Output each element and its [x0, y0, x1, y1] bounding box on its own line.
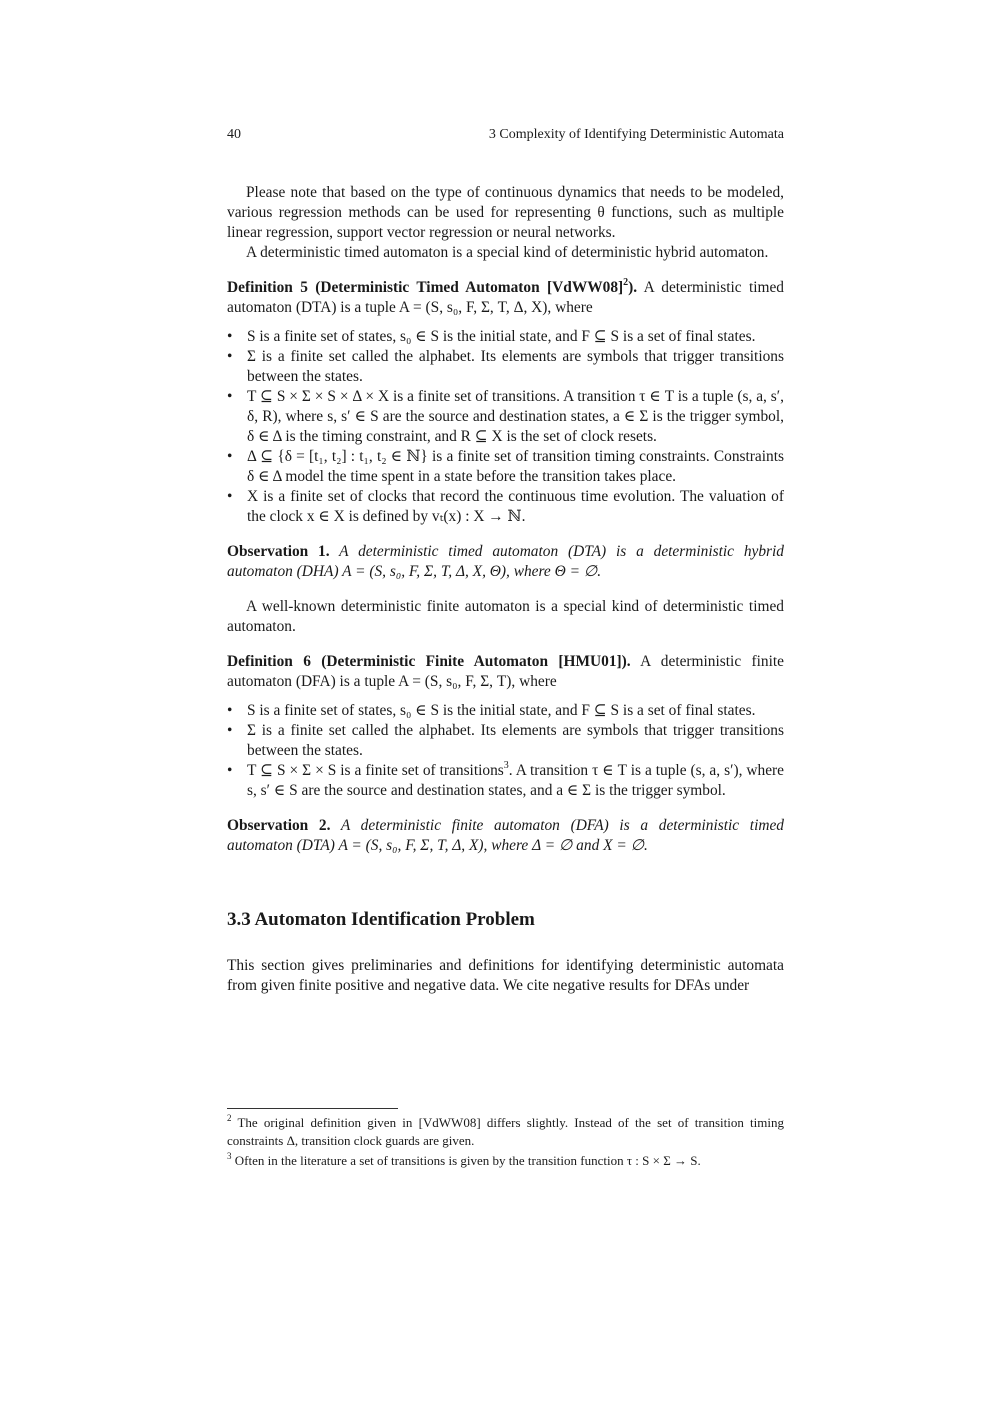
definition-5-title: Definition 5 (Deterministic Timed Automaton [VdWW08]$^2$). — [227, 276, 638, 296]
body-text — [227, 183, 784, 996]
observation-2-title: Observation 2. — [227, 817, 331, 834]
observation-1 — [227, 542, 784, 582]
list-item: • Σ is a finite set called the alphabet. Its elements are symbols that trigger transitions between the states. — [227, 721, 784, 761]
definition-6-list — [227, 701, 784, 801]
section-heading: 3.3 Automaton Identification Problem — [227, 909, 535, 930]
list-item: • S is a finite set of states, s₀ ∈ S is the initial state, and F ⊆ S is a set of final states. — [227, 327, 784, 347]
definition-6 — [227, 652, 784, 801]
paragraph-regression: Please note that based on the type of continuous dynamics that needs to be modeled, various regression methods can be used for representing θ functions, such as multiple linear regression, support vector regression or neural networks. — [227, 184, 784, 241]
observation-1-text: A deterministic timed automaton (DTA) is a deterministic hybrid automaton (DHA) A = (S, s₀, F, Σ, T, Δ, X, Θ), where Θ = ∅. — [227, 543, 785, 580]
list-item: • Σ is a finite set called the alphabet. Its elements are symbols that trigger transitions between the states. — [227, 347, 784, 387]
page-number: 40 — [227, 127, 241, 142]
list-item: • Δ ⊆ {δ = [t₁, t₂] : t₁, t₂ ∈ ℕ} is a finite set of transition timing constraints. Constraints δ ∈ Δ model the time spent in a state before the transition takes place. — [227, 447, 784, 487]
definition-5-statement — [227, 278, 784, 318]
observation-2 — [227, 816, 784, 856]
definition-6-title: Definition 6 (Deterministic Finite Automaton [HMU01]). — [227, 653, 631, 670]
footnote-ref-2: 2 — [623, 276, 629, 288]
definition-6-intro: A deterministic finite automaton (DFA) is a tuple A = (S, s₀, F, Σ, T), where — [227, 653, 784, 690]
observation-2-text: A deterministic finite automaton (DFA) is a deterministic timed automaton (DTA) A = (S, s₀, F, Σ, T, Δ, X), where Δ = ∅ and X = ∅. — [227, 817, 784, 854]
definition-6-statement — [227, 652, 784, 692]
list-item: • X is a finite set of clocks that record the continuous time evolution. The valuation of the clock x ∈ X is defined by vₜ(x) : X → ℕ. — [227, 487, 784, 527]
section-paragraph: This section gives preliminaries and definitions for identifying deterministic automata from given finite positive and negative data. We cite negative results for DFAs under — [227, 957, 784, 994]
footnote-3: $^3$ Often in the literature a set of transitions is given by the transition function τ : S × Σ → S. — [227, 1150, 701, 1168]
observation-1-title: Observation 1. — [227, 543, 330, 560]
list-item: • S is a finite set of states, s₀ ∈ S is the initial state, and F ⊆ S is a set of final states. — [227, 701, 784, 721]
running-title: 3 Complexity of Identifying Deterministic Automata — [488, 127, 784, 142]
footnote-2: $^2$ The original definition given in [VdWW08] differs slightly. Instead of the set of transition timing constraints Δ, transition clock guards are given. — [227, 1112, 784, 1148]
paragraph-dfa-intro: A well-known deterministic finite automaton is a special kind of deterministic timed automaton. — [227, 598, 784, 635]
footnote-rule — [227, 1108, 398, 1109]
definition-5 — [227, 278, 784, 527]
definition-5-intro: A deterministic timed automaton (DTA) is a tuple A = (S, s₀, F, Σ, T, Δ, X), where — [227, 279, 784, 316]
paragraph-dta-intro: A deterministic timed automaton is a special kind of deterministic hybrid automaton. — [246, 244, 769, 261]
list-item: • T ⊆ S × Σ × S × Δ × X is a finite set of transitions. A transition τ ∈ T is a tuple (s, a, s′, δ, R), where s, s′ ∈ S are the source and destination states, a ∈ Σ is the trigger symbol, δ ∈ Δ is the timing constraint, and R ⊆ X is the set of clock resets. — [227, 387, 784, 447]
footnotes — [227, 1114, 784, 1173]
running-header — [227, 127, 784, 147]
list-item: • T ⊆ S × Σ × S is a finite set of transitions$^3$. A transition τ ∈ T is a tuple (s, a, s′), where s, s′ ∈ S are the source and destination states, and a ∈ Σ is the trigger symbol. — [227, 761, 784, 801]
definition-5-list — [227, 327, 784, 527]
footnote-ref-3: 3 — [503, 759, 509, 771]
